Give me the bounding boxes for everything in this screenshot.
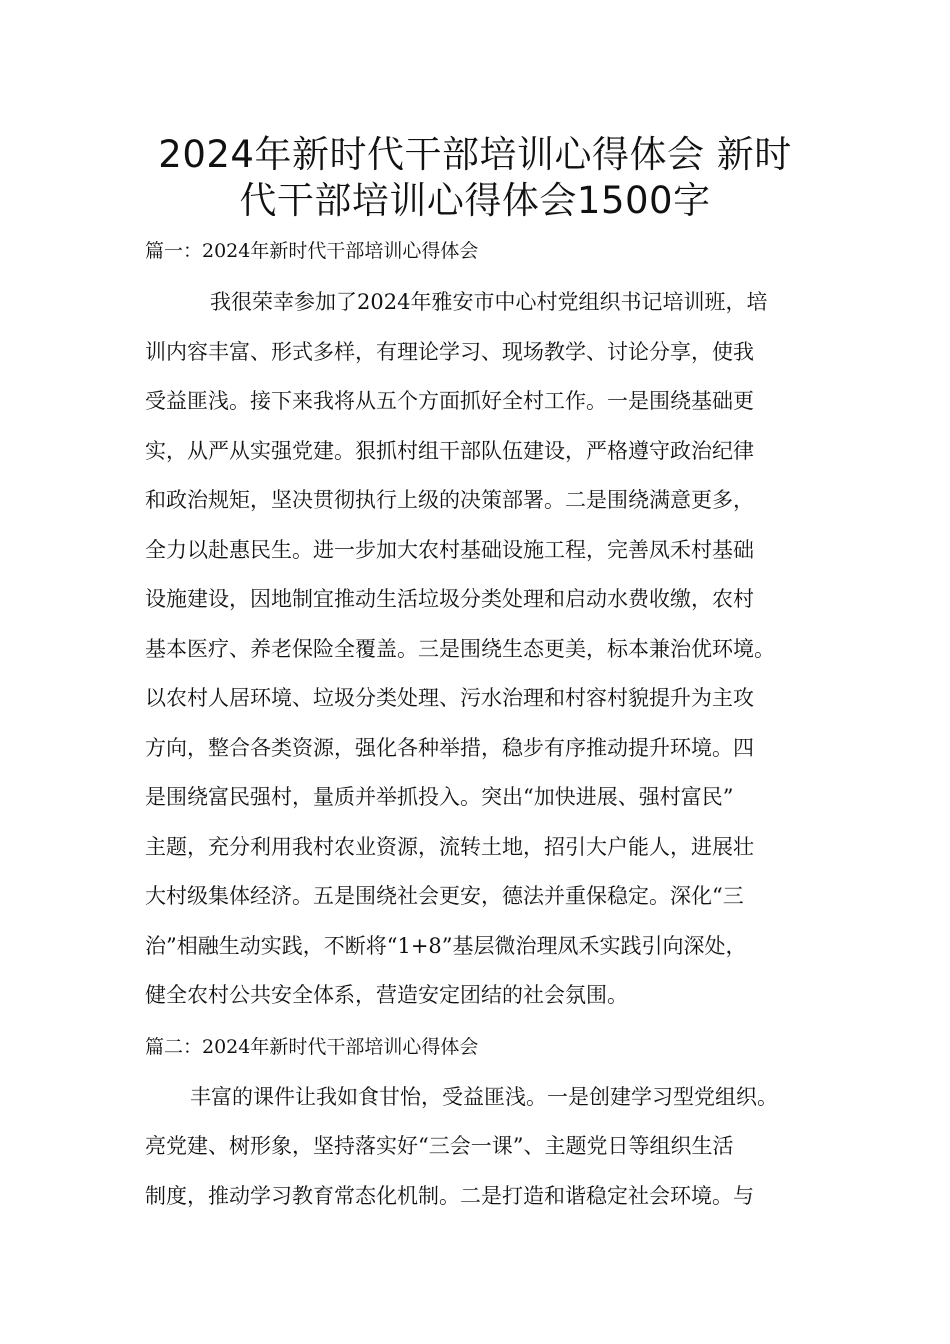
- document-title-line-1: 2024年新时代干部培训心得体会 新时: [158, 133, 792, 176]
- section-1-line-6: 全力以赴惠民生。进一步加大农村基础设施工程，完善凤禾村基础: [145, 538, 754, 562]
- section-1-line-13: 大村级集体经济。五是围绕社会更安，德法并重保稳定。深化“三: [145, 884, 744, 908]
- section-2-heading: 篇二：2024年新时代干部培训心得体会: [145, 1036, 479, 1058]
- section-1-line-5: 和政治规矩，坚决贯彻执行上级的决策部署。二是围绕满意更多，: [145, 488, 754, 512]
- section-1-line-12: 主题，充分利用我村农业资源，流转土地，招引大户能人，进展壮: [145, 835, 754, 859]
- section-1-line-2: 训内容丰富、形式多样，有理论学习、现场教学、讨论分享，使我: [145, 340, 754, 364]
- section-1-line-7: 设施建设，因地制宜推动生活垃圾分类处理和启动水费收缴，农村: [145, 587, 754, 611]
- section-2-line-2: 亮党建、树形象，坚持落实好“三会一课”、主题党日等组织生活: [145, 1134, 734, 1158]
- section-2-line-1: 丰富的课件让我如食甘怡，受益匪浅。一是创建学习型党组织。: [190, 1085, 778, 1109]
- section-1-line-3: 受益匪浅。接下来我将从五个方面抓好全村工作。一是围绕基础更: [145, 389, 754, 413]
- section-1-line-11: 是围绕富民强村，量质并举抓投入。突出“加快进展、强村富民”: [145, 785, 734, 809]
- document-title-line-2: 代干部培训心得体会1500字: [239, 179, 711, 222]
- section-2-line-3: 制度，推动学习教育常态化机制。二是打造和谐稳定社会环境。与: [145, 1184, 754, 1208]
- section-1-line-1: 我很荣幸参加了2024年雅安市中心村党组织书记培训班，培: [210, 290, 768, 314]
- section-1-heading: 篇一：2024年新时代干部培训心得体会: [145, 240, 479, 262]
- section-1-line-4: 实，从严从实强党建。狠抓村组干部队伍建设，严格遵守政治纪律: [145, 439, 754, 463]
- section-1-line-14: 治”相融生动实践，不断将“1+8”基层微治理凤禾实践引向深处，: [145, 934, 747, 958]
- section-1-line-15: 健全农村公共安全体系，营造安定团结的社会氛围。: [145, 983, 628, 1007]
- section-1-line-10: 方向，整合各类资源，强化各种举措，稳步有序推动提升环境。四: [145, 736, 754, 760]
- section-1-line-9: 以农村人居环境、垃圾分类处理、污水治理和村容村貌提升为主攻: [145, 686, 754, 710]
- section-1-line-8: 基本医疗、养老保险全覆盖。三是围绕生态更美，标本兼治优环境。: [145, 637, 775, 661]
